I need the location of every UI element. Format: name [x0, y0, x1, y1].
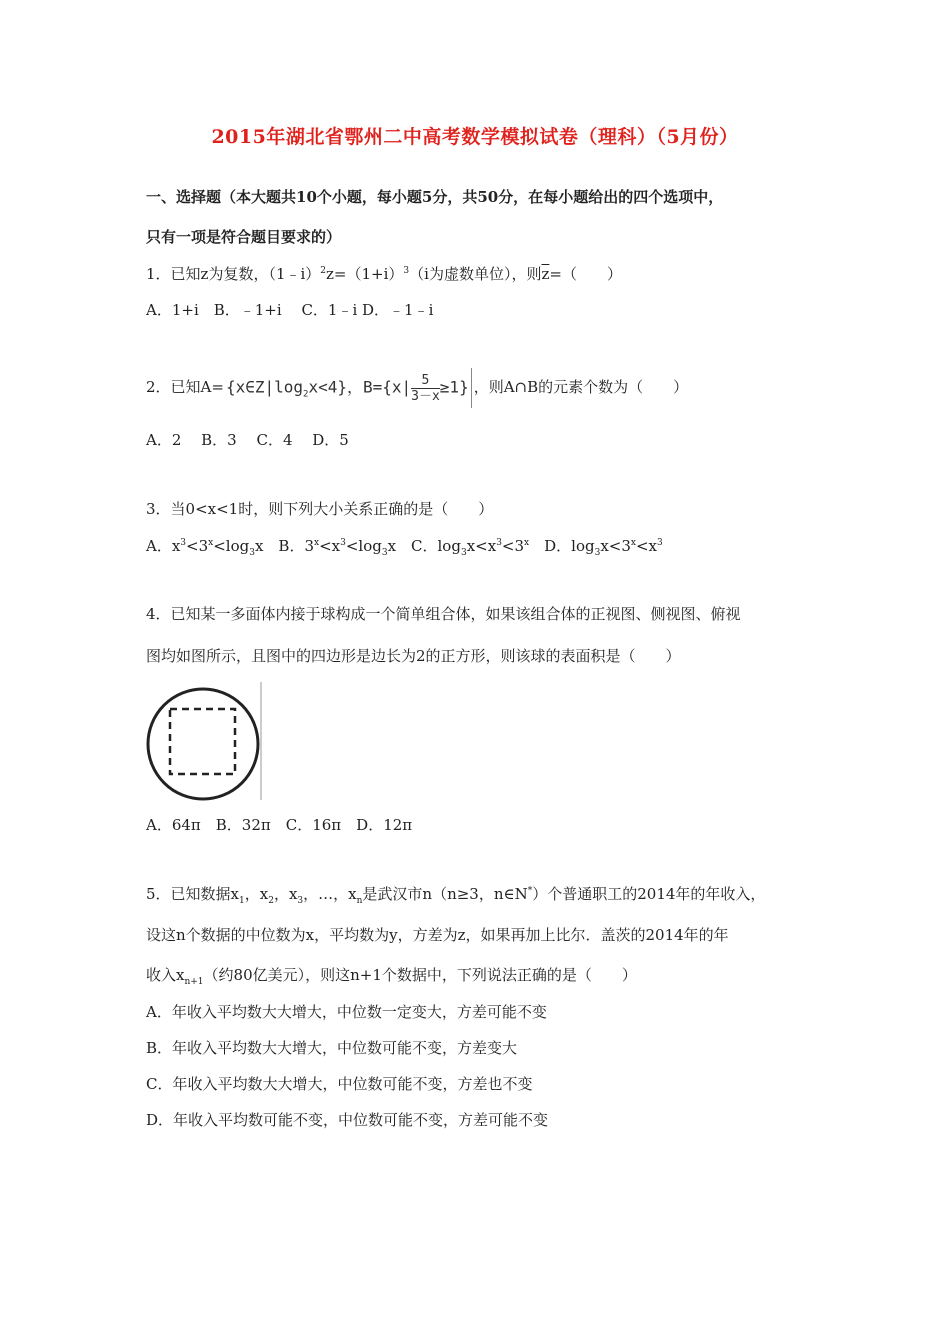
z-conjugate: $\overline{z}$ — [541, 265, 550, 283]
question-5-option-b: B．年收入平均数大大增大，中位数可能不变，方差变大 — [146, 1039, 518, 1057]
set-expression-image: $\{x\in Z|\log_2x<4\}$，B={x| $\frac{5}{3-x}$ ≥1} — [224, 368, 474, 408]
question-5-option-a: A．年收入平均数大大增大，中位数一定变大，方差可能不变 — [146, 1003, 547, 1021]
section-heading-line1: 一、选择题（本大题共10个小题，每小题5分，共50分，在每小题给出的四个选项中， — [146, 188, 724, 206]
question-2-options: A．2 B．3 C．4 D．5 — [146, 431, 349, 449]
question-3-stem: 3．当0<x<1时，则下列大小关系正确的是（ ） — [146, 500, 494, 518]
question-2-stem: 2．已知$A= \{x\in Z|\log_2x<4\}$，B={x| $\frac{5}{3-x}$ ≥1} ，则A∩B的元素个数为（ ） — [146, 368, 688, 408]
sphere-square-figure — [146, 682, 266, 810]
question-5-line2: 设这n个数据的中位数为x，平均数为y，方差为z，如果再加上比尔．盖茨的2014年的年 — [146, 926, 729, 944]
section-heading-line2: 只有一项是符合题目要求的） — [146, 228, 342, 246]
question-4-line1: 4．已知某一多面体内接于球构成一个简单组合体，如果该组合体的正视图、侧视图、俯视 — [146, 605, 741, 623]
question-1-stem: 1．已知z为复数，$(1﹣i)^2z=(1+i)^3(i$为虚数单位），则$\overline{z}=$（ ） — [146, 265, 622, 283]
question-5-line1: 5．已知数据$x_1$，$x_2$，$x_3$，…，$x_n$是武汉市n（n≥3，n∈N*）个普通职工的2014年的年收入， — [146, 885, 766, 906]
question-3-options: A．$x^3<3^x<\log_3x$ B．$3^x<x^3<\log_3x$ C．$\log_3x<x^3<3^x$ D．$\log_3x<3^x<x^3$ — [146, 537, 663, 558]
question-1-options: A．1+i B．﹣1+i C．1﹣i D．﹣1﹣i — [146, 301, 434, 319]
page-title: 2015年湖北省鄂州二中高考数学模拟试卷（理科）（5月份） — [211, 126, 739, 148]
fraction: $\frac{5}{3-x}$ — [411, 372, 440, 404]
question-4-options: A．64π B．32π C．16π D．12π — [146, 816, 413, 834]
question-4-line2: 图均如图所示，且图中的四边形是边长为2的正方形，则该球的表面积是（ ） — [146, 647, 681, 665]
question-5-line3: 收入$x_{n+1}$（约80亿美元），则这n+1个数据中，下列说法正确的是（ ） — [146, 966, 637, 987]
question-5-option-c: C．年收入平均数大大增大，中位数可能不变，方差也不变 — [146, 1075, 533, 1093]
question-5-option-d: D．年收入平均数可能不变，中位数可能不变，方差可能不变 — [146, 1111, 549, 1129]
